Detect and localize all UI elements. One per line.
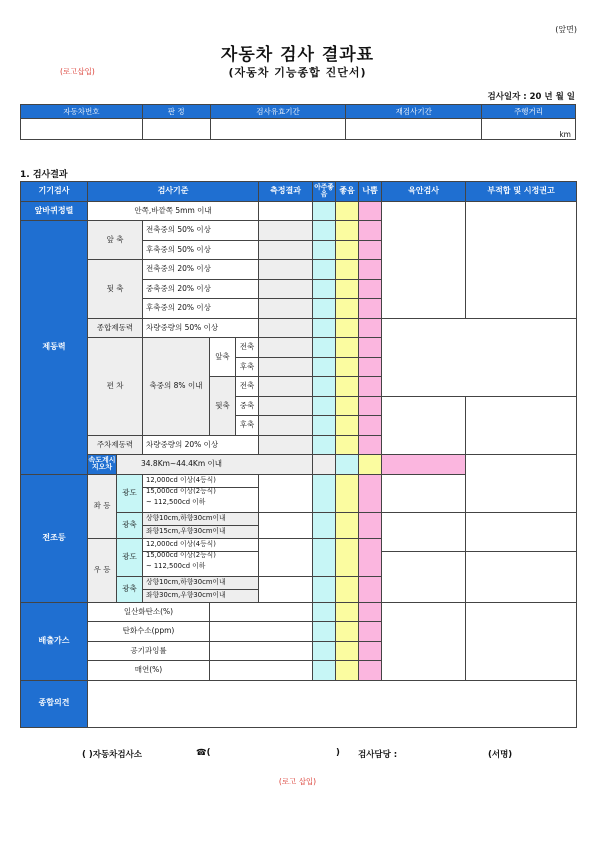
std-lum-2-3-right: [143, 551, 259, 576]
good-cell[interactable]: [336, 357, 359, 377]
excellent-cell[interactable]: [313, 279, 336, 299]
label-dev-rear-front-pos: 전축: [236, 377, 259, 397]
excellent-cell[interactable]: [313, 240, 336, 260]
col-bad: 나쁨: [359, 182, 382, 202]
visual-cell[interactable]: [382, 396, 466, 455]
bad-cell[interactable]: [359, 435, 382, 455]
std-lum-2-3: [143, 487, 259, 512]
std-front-1: 전축중의 50% 이상: [143, 221, 259, 241]
std-sideslip: 안쪽,바깥쪽 5mm 이내: [88, 201, 259, 221]
col-excellent: 아주좋음: [313, 182, 336, 202]
label-dev-rear-rear-pos: 후축: [236, 416, 259, 436]
measure-cell[interactable]: [259, 357, 313, 377]
good-cell[interactable]: [336, 377, 359, 397]
measure-cell[interactable]: [210, 602, 313, 622]
label-opinion: 종합의견: [21, 680, 88, 727]
good-cell[interactable]: [336, 279, 359, 299]
std-total-brake: 차량중량의 50% 이상: [143, 318, 259, 338]
good-cell[interactable]: [359, 455, 382, 475]
std-speedometer: 34.8Km~44.4Km 이내: [117, 455, 313, 475]
label-co: 일산화탄소(%): [88, 602, 210, 622]
label-dev-rear: 뒷축: [210, 377, 236, 436]
excellent-cell[interactable]: [313, 661, 336, 681]
excellent-cell[interactable]: [313, 396, 336, 416]
measure-cell[interactable]: [259, 240, 313, 260]
measure-cell[interactable]: [259, 221, 313, 241]
label-left-axis: 광축: [117, 512, 143, 538]
col-visual: 육안검사: [382, 182, 466, 202]
measure-cell[interactable]: [259, 279, 313, 299]
good-cell[interactable]: [336, 622, 359, 642]
label-right-lamp: 우 등: [88, 538, 117, 602]
std-rear-1: 전축중의 20% 이상: [143, 260, 259, 280]
measure-cell[interactable]: [259, 416, 313, 436]
label-front-axle: 앞 축: [88, 221, 143, 260]
good-cell[interactable]: [336, 661, 359, 681]
good-cell[interactable]: [336, 299, 359, 319]
label-left-luminance: 광도: [117, 474, 143, 512]
col-measure: 측정결과: [259, 182, 313, 202]
label-air-ratio: 공기과잉률: [88, 641, 210, 661]
excellent-cell[interactable]: [313, 641, 336, 661]
inspection-date: 검사일자 : 20 년 월 일: [487, 92, 575, 102]
std-lum-1: 12,000cd 이상(4등식): [143, 474, 259, 487]
bad-cell[interactable]: [359, 641, 382, 661]
label-headlamp: 전조등: [21, 474, 88, 602]
visual-cell[interactable]: [466, 455, 577, 513]
col-device: 기기검사: [21, 182, 88, 202]
std-front-2: 후축중의 50% 이상: [143, 240, 259, 260]
std-axis-2b: 좌향30cm,우향30cm이내: [143, 589, 259, 602]
bad-cell[interactable]: [382, 455, 466, 475]
judgement-field[interactable]: [142, 119, 210, 140]
visual-cell[interactable]: [382, 201, 466, 318]
std-lum-3: ~ 112,500cd 이하: [146, 497, 206, 506]
label-dev-rear-mid-pos: 중축: [236, 396, 259, 416]
measure-cell[interactable]: [259, 538, 313, 576]
label-deviation: 편 차: [88, 338, 143, 436]
label-hc: 탄화수소(ppm): [88, 622, 210, 642]
col-standard: 검사기준: [88, 182, 259, 202]
measure-cell[interactable]: [259, 474, 313, 512]
inspection-result-table: [20, 181, 577, 728]
good-cell[interactable]: [336, 576, 359, 602]
judgement-header: 판 정: [142, 105, 210, 119]
bad-cell[interactable]: [359, 602, 382, 622]
mileage-field[interactable]: [482, 119, 576, 140]
excellent-cell[interactable]: [313, 474, 336, 512]
label-dev-front-pos: 전축: [236, 338, 259, 358]
good-cell[interactable]: [336, 221, 359, 241]
vehicle-info-table: [20, 104, 576, 140]
good-cell[interactable]: [336, 318, 359, 338]
good-cell[interactable]: [336, 396, 359, 416]
advice-cell[interactable]: [466, 512, 577, 551]
label-total-brake: 종합제동력: [88, 318, 143, 338]
good-cell[interactable]: [336, 240, 359, 260]
signature-label: (서명): [488, 750, 513, 760]
valid-period-field[interactable]: [210, 119, 346, 140]
std-axis-1-right: 상향10cm,하향30cm이내: [143, 576, 259, 589]
measure-cell[interactable]: [259, 576, 313, 602]
bad-cell[interactable]: [359, 538, 382, 576]
label-smoke: 매연(%): [88, 661, 210, 681]
good-cell[interactable]: [336, 201, 359, 221]
measure-cell[interactable]: [259, 260, 313, 280]
advice-cell[interactable]: [466, 396, 577, 455]
bad-cell[interactable]: [359, 396, 382, 416]
mileage-header: 주행거리: [482, 105, 576, 119]
excellent-cell[interactable]: [313, 512, 336, 538]
bad-cell[interactable]: [359, 357, 382, 377]
measure-cell[interactable]: [210, 661, 313, 681]
excellent-cell[interactable]: [313, 318, 336, 338]
good-cell[interactable]: [336, 435, 359, 455]
mileage-unit: km: [559, 130, 571, 139]
excellent-cell[interactable]: [313, 260, 336, 280]
std-axis-1: 상향10cm,하향30cm이내: [143, 512, 259, 525]
std-parking-brake: 차량중량의 20% 이상: [143, 435, 259, 455]
excellent-cell[interactable]: [313, 538, 336, 576]
vehicle-number-field[interactable]: [21, 119, 143, 140]
excellent-cell[interactable]: [313, 221, 336, 241]
good-cell[interactable]: [336, 338, 359, 358]
excellent-cell[interactable]: [313, 576, 336, 602]
bad-cell[interactable]: [359, 201, 382, 221]
label-brake: 제동력: [21, 221, 88, 475]
label-speedometer: 속도계시지오차: [88, 455, 117, 475]
bad-cell[interactable]: [359, 279, 382, 299]
measure-cell[interactable]: [210, 641, 313, 661]
good-cell[interactable]: [336, 260, 359, 280]
excellent-cell[interactable]: [313, 357, 336, 377]
excellent-cell[interactable]: [336, 455, 359, 475]
measure-cell[interactable]: [259, 512, 313, 538]
good-cell[interactable]: [336, 474, 359, 512]
reinspection-period-header: 재검사기간: [346, 105, 482, 119]
measure-cell[interactable]: [259, 201, 313, 221]
bad-cell[interactable]: [359, 661, 382, 681]
bad-cell[interactable]: [359, 221, 382, 241]
reinspection-period-field[interactable]: [346, 119, 482, 140]
std-lum-2-right: 15,000cd 이상(2등식): [146, 550, 216, 559]
col-advice: 부적합 및 시정권고: [466, 182, 577, 202]
excellent-cell[interactable]: [313, 338, 336, 358]
visual-cell[interactable]: [382, 512, 466, 551]
std-rear-2: 중축중의 20% 이상: [143, 279, 259, 299]
label-rear-axle: 뒷 축: [88, 260, 143, 319]
col-good: 좋음: [336, 182, 359, 202]
vehicle-number-header: 자동차번호: [21, 105, 143, 119]
excellent-cell[interactable]: [313, 622, 336, 642]
logo-placeholder-bottom: (로고 삽입): [278, 777, 317, 786]
good-cell[interactable]: [336, 602, 359, 622]
measure-cell[interactable]: [259, 377, 313, 397]
section-title: 1. 검사결과: [20, 170, 68, 180]
excellent-cell[interactable]: [313, 435, 336, 455]
bad-cell[interactable]: [359, 377, 382, 397]
good-cell[interactable]: [336, 641, 359, 661]
good-cell[interactable]: [336, 416, 359, 436]
measure-cell[interactable]: [259, 435, 313, 455]
bad-cell[interactable]: [359, 512, 382, 538]
phone-label: ☎(: [196, 748, 211, 758]
bad-cell[interactable]: [359, 240, 382, 260]
label-right-axis: 광축: [117, 576, 143, 602]
excellent-cell[interactable]: [313, 602, 336, 622]
page-side-label: (앞면): [555, 25, 577, 34]
visual-cell[interactable]: [382, 602, 466, 680]
bad-cell[interactable]: [359, 338, 382, 358]
bad-cell[interactable]: [359, 260, 382, 280]
measure-cell[interactable]: [313, 455, 336, 475]
document-title: 자동차 검사 결과표: [220, 45, 375, 65]
inspector-label: 검사담당 :: [358, 750, 398, 760]
advice-cell[interactable]: [466, 551, 577, 602]
bad-cell[interactable]: [359, 416, 382, 436]
measure-cell[interactable]: [259, 396, 313, 416]
label-dev-front: 앞축: [210, 338, 236, 377]
bad-cell[interactable]: [359, 318, 382, 338]
advice-cell[interactable]: [466, 201, 577, 318]
measure-cell[interactable]: [259, 299, 313, 319]
excellent-cell[interactable]: [313, 377, 336, 397]
bad-cell[interactable]: [359, 299, 382, 319]
bad-cell[interactable]: [359, 474, 382, 512]
label-sideslip: 앞바퀴정렬: [21, 201, 88, 221]
std-lum-1-right: 12,000cd 이상(4등식): [143, 538, 259, 551]
advice-cell[interactable]: [466, 602, 577, 680]
visual-cell[interactable]: [382, 551, 466, 602]
std-deviation: 축중의 8% 이내: [143, 338, 210, 436]
std-axis-2a: 좌향15cm,우향30cm이내: [143, 525, 259, 538]
logo-placeholder-top: (로고삽입): [60, 67, 95, 76]
measure-cell[interactable]: [259, 338, 313, 358]
label-emission: 배출가스: [21, 602, 88, 680]
measure-cell[interactable]: [259, 318, 313, 338]
std-rear-3: 후축중의 20% 이상: [143, 299, 259, 319]
bad-cell[interactable]: [359, 622, 382, 642]
measure-cell[interactable]: [210, 622, 313, 642]
document-subtitle: (자동차 기능종합 진단서): [228, 66, 367, 79]
valid-period-header: 검사유효기간: [210, 105, 346, 119]
excellent-cell[interactable]: [313, 416, 336, 436]
label-right-luminance: 광도: [117, 538, 143, 576]
good-cell[interactable]: [336, 538, 359, 576]
label-left-lamp: 좌 등: [88, 474, 117, 538]
excellent-cell[interactable]: [313, 299, 336, 319]
label-dev-front-rear-pos: 후축: [236, 357, 259, 377]
good-cell[interactable]: [336, 512, 359, 538]
std-lum-2: 15,000cd 이상(2등식): [146, 486, 216, 495]
std-lum-3-right: ~ 112,500cd 이하: [146, 561, 206, 570]
inspection-center: ( )자동차검사소: [82, 750, 142, 760]
opinion-field[interactable]: [88, 680, 577, 727]
label-parking-brake: 주차제동력: [88, 435, 143, 455]
phone-close: ): [336, 748, 340, 758]
excellent-cell[interactable]: [313, 201, 336, 221]
bad-cell[interactable]: [359, 576, 382, 602]
